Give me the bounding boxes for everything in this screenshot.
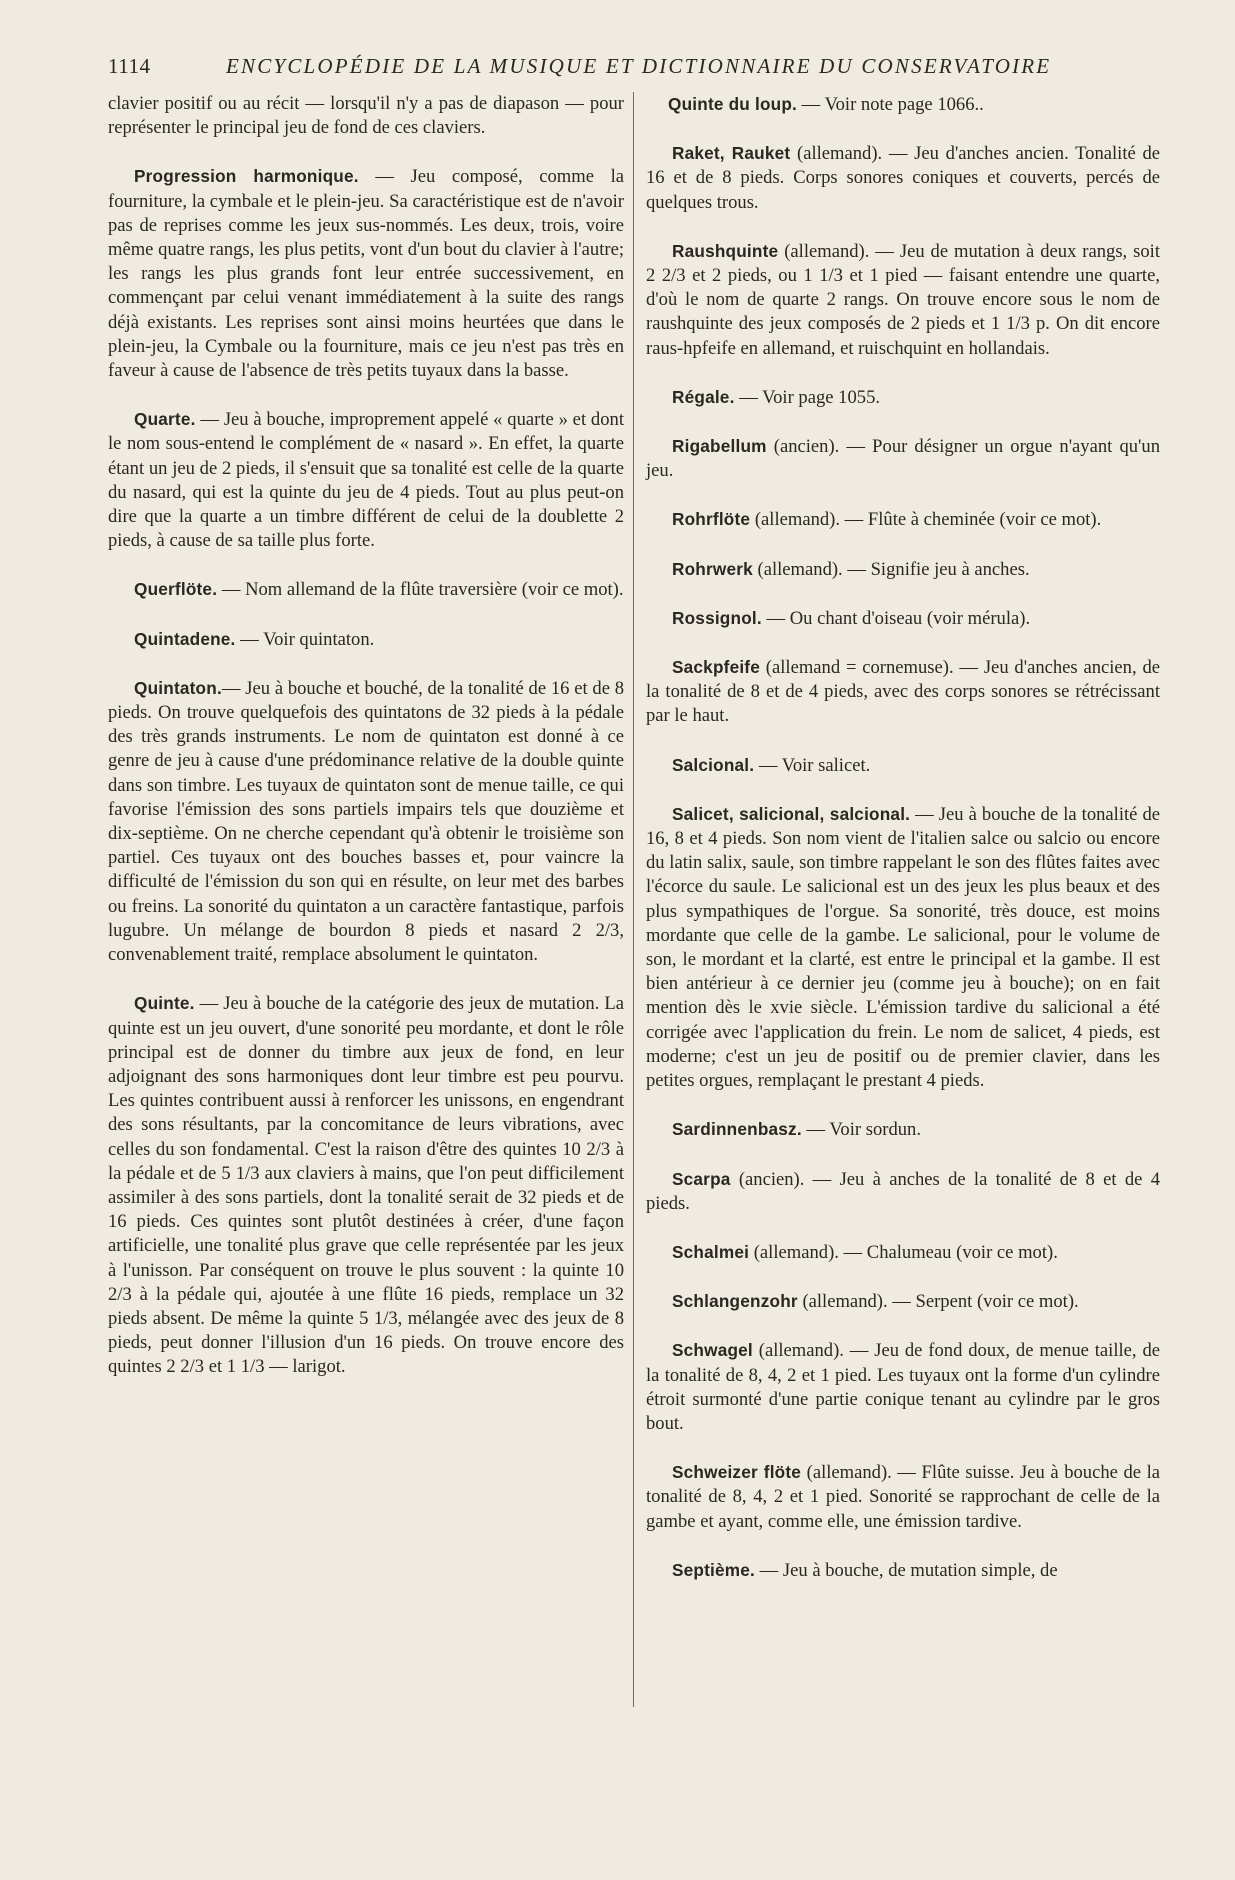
entry-definition: (allemand). — Jeu d'anches ancien. Tonalité de 16 et de 8 pieds. Corps sonores coniques et couverts, percés de quelques trous. — [646, 143, 1160, 213]
entry-definition: — Voir quintaton. — [235, 628, 375, 650]
entry-definition: — Voir note page 1066.. — [797, 94, 984, 115]
entry-term: Rohrwerk — [672, 558, 753, 579]
entry-definition: (ancien). — Pour désigner un orgue n'ayant qu'un jeu. — [646, 436, 1160, 482]
entry-term: Scarpa — [672, 1168, 731, 1189]
dictionary-entry — [646, 141, 1160, 215]
entry-term: Raushquinte — [672, 240, 779, 261]
entry-definition: (allemand). — Jeu de fond doux, de menue taille, de la tonalité de 8, 4, 2 et 1 pied. Les tuyaux ont la forme d'un cylindre étroit surmonté d'une partie conique tenant au cylindre par le gros bout. — [646, 1340, 1160, 1434]
entry-term: Quinte du loup. — [668, 94, 798, 114]
dictionary-entry — [646, 92, 1160, 117]
entry-definition: — Nom allemand de la flûte traversière (voir ce mot). — [217, 579, 624, 601]
dictionary-entry — [108, 676, 624, 967]
entry-term: Quinte. — [134, 993, 195, 1014]
entry-term: Régale. — [672, 386, 735, 407]
dictionary-entry — [646, 1558, 1160, 1583]
entry-definition: — Voir salicet. — [754, 754, 871, 776]
entry-term: Salicet, salicional, salcional. — [672, 803, 911, 824]
dictionary-entry — [646, 1117, 1160, 1142]
entry-term: Schwagel — [672, 1340, 753, 1361]
entry-term: Schalmei — [672, 1241, 750, 1262]
dictionary-entry — [646, 1460, 1160, 1534]
dictionary-entry — [108, 407, 624, 553]
entry-term: Sackpfeife — [672, 657, 760, 678]
entry-definition: — Ou chant d'oiseau (voir mérula). — [761, 607, 1031, 629]
dictionary-entry — [108, 577, 624, 602]
dictionary-entry — [646, 434, 1160, 483]
entry-term: Schweizer flöte — [672, 1462, 802, 1483]
dictionary-entry — [108, 627, 624, 652]
entry-term: Schlangenzohr — [672, 1291, 798, 1312]
entry-term: Rohrflöte — [672, 509, 751, 530]
dictionary-entry — [646, 385, 1160, 410]
entry-term: Quarte. — [134, 409, 196, 430]
column-divider — [633, 92, 634, 1707]
dictionary-entry — [646, 1240, 1160, 1265]
entry-definition: — Voir page 1055. — [734, 386, 881, 408]
dictionary-entry — [108, 92, 624, 140]
entry-definition: — Jeu à bouche de la catégorie des jeux de mutation. La quinte est un jeu ouvert, d'une sonorité peu mordante, et dont le rôle principal est de donner du timbre aux jeux de fond, en leur adjoignant des sons harmoniques dont leur timbre est peu pourvu. Les quintes contribuent aussi à renforcer les unissons, en engendrant des sons résultants, par la concomitance de leurs vibrations, avec celles du son fondamental. C'est la raison d'être des quintes 10 2/3 à la pédale et de 5 1/3 aux claviers à mains, que l'on peut difficilement assimiler à des sons partiels, dont la tonalité serait de 32 pieds et de 16 pieds. Ces quintes sont plutôt destinées à créer, d'une façon artificielle, une tonalité plus grave que celle représentée par les jeux à l'unisson. Par conséquent on trouve le plus souvent : la quinte 10 2/3 à la pédale qui, ajoutée à une flûte 16 pieds, remplace un 32 pieds absent. De même la quinte 5 1/3, mélangée avec des jeux de 8 pieds, peut donner l'illusion d'un 16 pieds. On trouve encore des quintes 2 2/3 et 1 1/3 — larigot. — [108, 993, 624, 1378]
entry-term: Rossignol. — [672, 607, 762, 628]
dictionary-entry — [646, 1289, 1160, 1314]
entry-term: Quintadene. — [134, 628, 236, 649]
page-number: 1114 — [108, 54, 151, 78]
dictionary-entry — [646, 1167, 1160, 1216]
dictionary-entry — [646, 802, 1160, 1093]
dictionary-entry — [646, 655, 1160, 729]
dictionary-entry — [646, 606, 1160, 631]
dictionary-entry — [646, 1338, 1160, 1436]
entry-definition: (allemand). — Signifie jeu à anches. — [752, 558, 1030, 580]
entry-term: Querflöte. — [134, 579, 218, 600]
entry-definition: — Jeu composé, comme la fourniture, la cymbale et le plein-jeu. Sa caractéristique est de n'avoir pas de reprises comme les jeux sus-nommés. Les deux, trois, voire même quatre rangs, les plus petits, vont d'un bout du clavier à l'autre; les rangs les plus grands font leur entrée successivement, en commençant par celui venant immédiatement à la suite des rangs déjà existants. Les reprises sont ainsi moins heurtées que dans le plein-jeu, la Cymbale ou la fourniture, mais ce jeu n'est pas très en faveur à cause de l'absence de très petits tuyaux dans la basse. — [108, 166, 624, 382]
left-column — [108, 92, 624, 1404]
entry-definition: — Jeu à bouche de la tonalité de 16, 8 et 4 pieds. Son nom vient de l'italien salce ou salcio ou encore du latin salix, saule, son timbre rappelant le son des flûtes faites avec l'écorce du saule. Le salicional est un des jeux les plus beaux et des plus sympathiques de l'orgue. Sa sonorité, très douce, est moins mordante que celle de la gambe. Le salicional, pour le volume de son, le mordant et la clarté, est entre le principal et la gambe. Il est bien antérieur à ce dernier jeu (comme jeu à bouche); on en fait mention dès le xvie siècle. L'émission tardive du salicional a été corrigée avec l'application du frein. Le nom de salicet, 4 pieds, est moderne; c'est un jeu de positif ou de premier clavier, dans les petites orgues, remplaçant le prestant 4 pieds. — [646, 803, 1161, 1092]
entry-term: Sardinnenbasz. — [672, 1119, 802, 1140]
entry-term: Salcional. — [672, 754, 755, 775]
entry-term: Rigabellum — [672, 436, 767, 457]
entry-definition: (ancien). — Jeu à anches de la tonalité de 8 et de 4 pieds. — [646, 1168, 1160, 1214]
entry-term: Septième. — [672, 1559, 755, 1580]
entry-definition: — Jeu à bouche, improprement appelé « quarte » et dont le nom sous-entend le complément de « nasard ». En effet, la quarte étant un jeu de 2 pieds, il s'ensuit que sa tonalité est celle de la quarte du nasard, qui est la quinte du jeu de 4 pieds. Tout au plus peut-on dire que la quarte a un timbre différent de celui de la doublette 2 pieds, à cause de sa taille plus forte. — [108, 409, 624, 552]
entry-definition: — Jeu à bouche, de mutation simple, de — [755, 1559, 1058, 1581]
page-header — [108, 54, 1160, 82]
entry-definition: (allemand = cornemuse). — Jeu d'anches ancien, de la tonalité de 8 et de 4 pieds, avec des corps sonores se rétrécissant par le haut. — [646, 657, 1160, 727]
entry-definition: (allemand). — Flûte à cheminée (voir ce mot). — [750, 509, 1102, 531]
entry-definition: — Jeu à bouche et bouché, de la tonalité de 16 et de 8 pieds. On trouve quelquefois des quintatons de 32 pieds à la pédale des très grands instruments. Le nom de quintaton est donné à ce genre de jeu à cause d'une prédominance relative de la double quinte dans son timbre. Les tuyaux de quintaton sont de menue taille, ce qui favorise l'émission des sons partiels impairs tels que douzième et dix-septième. On ne cherche cependant qu'à obtenir le troisième son partiel. Ces tuyaux ont des bouches basses et, pour vaincre la difficulté de l'émission du son qui en résulte, on leur met des barbes ou freins. La sonorité du quintaton a un caractère fantastique, parfois lugubre. Un mélange de bourdon 8 pieds et nasard 2 2/3, convenablement traité, remplace absolument le quintaton. — [108, 677, 624, 966]
dictionary-entry — [646, 753, 1160, 778]
entry-definition: (allemand). — Serpent (voir ce mot). — [797, 1291, 1079, 1313]
dictionary-entry — [646, 557, 1160, 582]
entry-definition: clavier positif ou au récit — lorsqu'il n'y a pas de diapason — pour représenter le principal jeu de fond de ces claviers. — [108, 93, 624, 139]
entry-term: Quintaton. — [134, 677, 222, 698]
entry-definition: — Voir sordun. — [801, 1119, 921, 1141]
dictionary-entry — [108, 991, 624, 1379]
entry-definition: (allemand). — Chalumeau (voir ce mot). — [749, 1241, 1058, 1263]
right-column — [646, 92, 1160, 1607]
entry-definition: (allemand). — Jeu de mutation à deux rangs, soit 2 2/3 et 2 pieds, ou 1 1/3 et 1 pied — faisant entendre une quarte, d'où le nom de quarte 2 rangs. On trouve encore sous le nom de raushquinte des jeux composés de 2 pieds et 1 1/3 p. On dit encore raus-hpfeife en allemand, et ruischquint en hollandais. — [646, 240, 1160, 359]
dictionary-entry — [646, 239, 1160, 361]
entry-definition: (allemand). — Flûte suisse. Jeu à bouche de la tonalité de 8, 4, 2 et 1 pied. Sonorité se rapprochant de celle de la gambe et ayant, comme elle, une émission tardive. — [646, 1462, 1161, 1532]
entry-term: Progression harmonique. — [134, 166, 359, 187]
dictionary-entry — [108, 164, 624, 383]
dictionary-entry — [646, 507, 1160, 532]
entry-term: Raket, Rauket — [672, 143, 791, 164]
running-title: ENCYCLOPÉDIE DE LA MUSIQUE ET DICTIONNAIRE DU CONSERVATOIRE — [226, 54, 1052, 78]
